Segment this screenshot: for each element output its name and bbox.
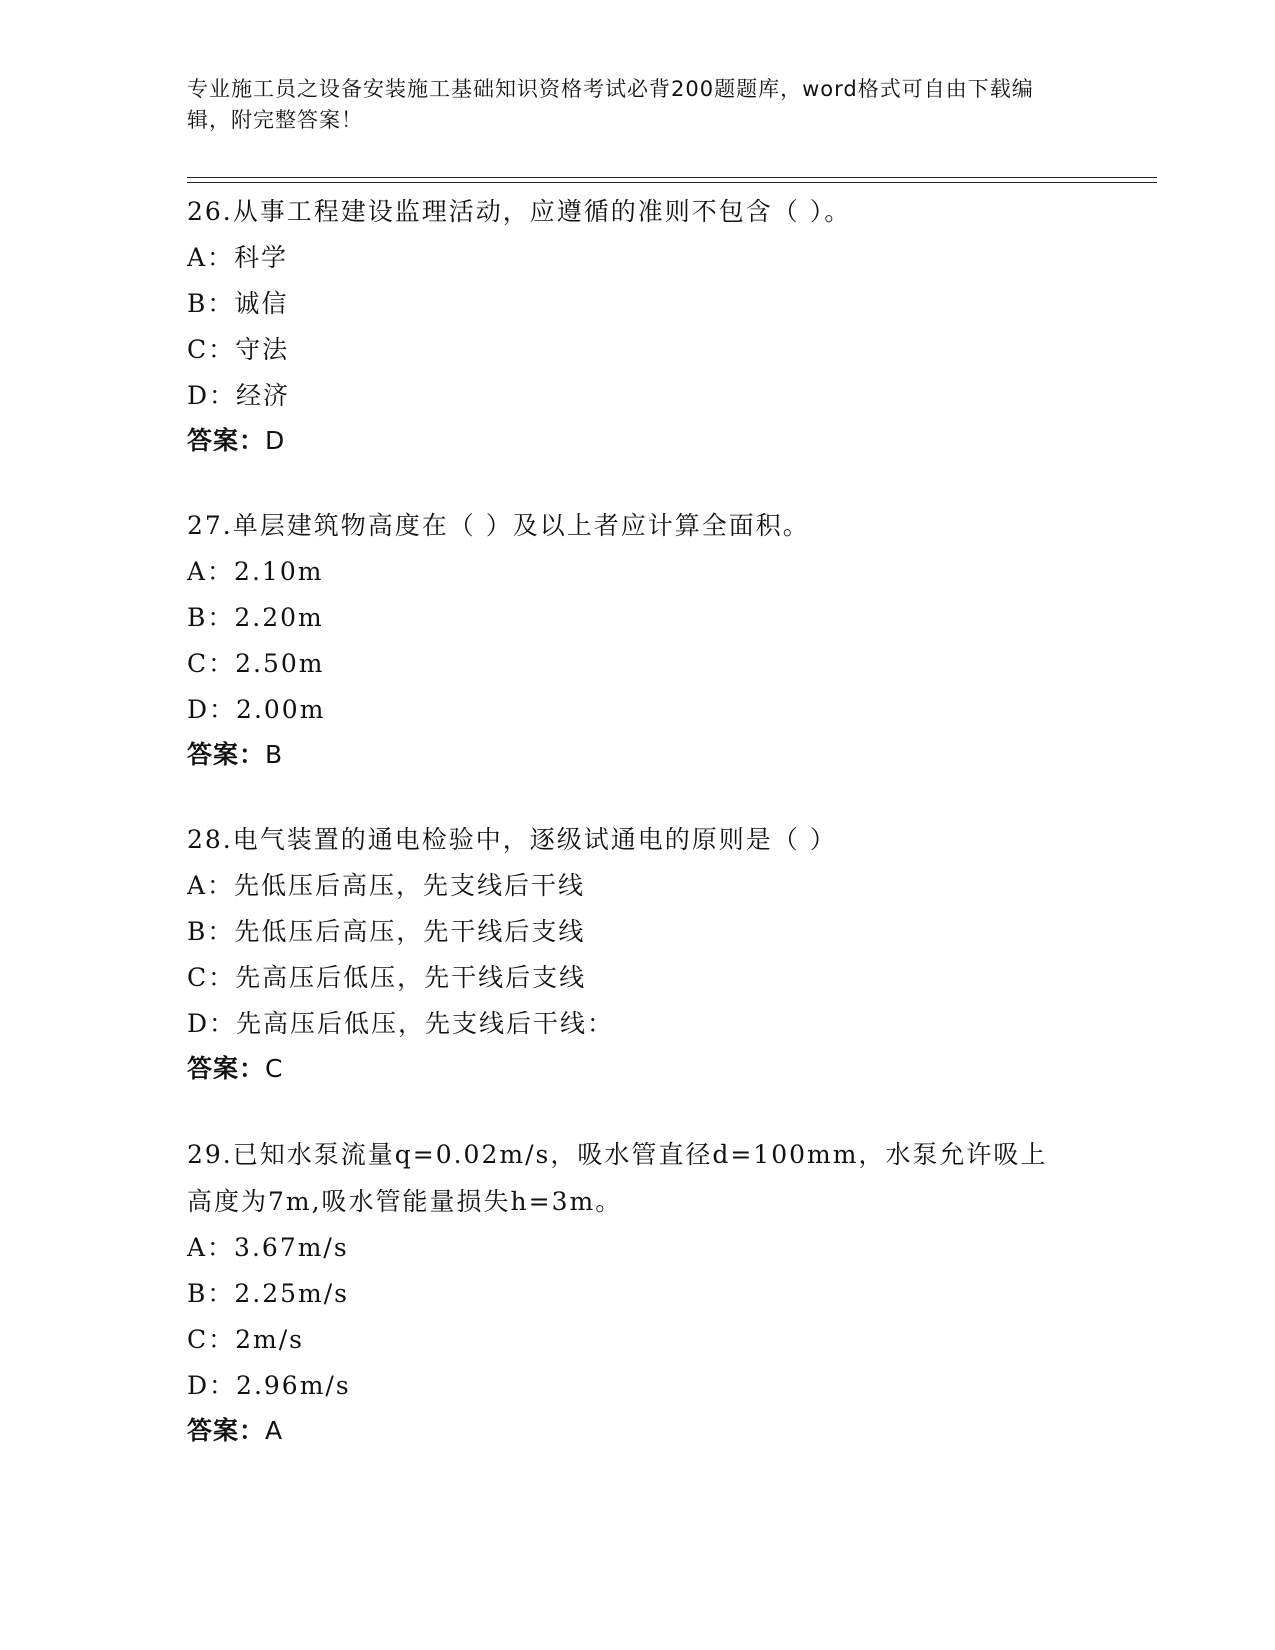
answer-line: [187, 733, 1067, 777]
document-header: 专业施工员之设备安装施工基础知识资格考试必背200题题库，word格式可自由下载编辑，附完整答案！: [187, 77, 1034, 132]
answer-label: 答案：: [187, 1054, 266, 1083]
answer-value: A: [265, 1416, 284, 1445]
question-stem: 26.从事工程建设监理活动，应遵循的准则不包含（ ）。: [187, 197, 852, 226]
option-d: D：2.00m: [187, 695, 326, 724]
answer-line: [187, 419, 1067, 463]
option-a: A：先低压后高压，先支线后干线: [187, 871, 586, 900]
question-stem: 29.已知水泵流量q=0.02m/s，吸水管直径d=100mm，水泵允许吸上高度为7m,吸水管能量损失h=3m。: [187, 1140, 1048, 1216]
answer-label: 答案：: [187, 740, 266, 769]
option-a: A：科学: [187, 243, 289, 272]
option-b: B：2.25m/s: [187, 1279, 349, 1308]
question-26: [187, 189, 1067, 463]
header-double-rule: [187, 177, 1157, 183]
option-c: C：守法: [187, 335, 290, 364]
answer-value: C: [265, 1054, 284, 1083]
option-c: C：先高压后低压，先干线后支线: [187, 963, 587, 992]
question-stem: 27.单层建筑物高度在（ ）及以上者应计算全面积。: [187, 511, 810, 540]
question-29: [187, 1131, 1067, 1453]
answer-line: [187, 1409, 1067, 1453]
option-a: A：2.10m: [187, 557, 324, 586]
answer-value: B: [265, 740, 284, 769]
option-a: A：3.67m/s: [187, 1233, 349, 1262]
option-b: B：先低压后高压，先干线后支线: [187, 917, 586, 946]
question-28: [187, 817, 1067, 1091]
question-list: [187, 189, 1067, 1493]
answer-line: [187, 1047, 1067, 1091]
option-d: D：2.96m/s: [187, 1371, 351, 1400]
option-b: B：诚信: [187, 289, 289, 318]
option-d: D：先高压后低压，先支线后干线：: [187, 1009, 615, 1038]
question-stem: 28.电气装置的通电检验中，逐级试通电的原则是（ ）: [187, 825, 837, 854]
answer-value: D: [265, 426, 286, 455]
option-b: B：2.20m: [187, 603, 324, 632]
answer-label: 答案：: [187, 1416, 266, 1445]
option-c: C：2.50m: [187, 649, 325, 678]
answer-label: 答案：: [187, 426, 266, 455]
question-27: [187, 503, 1067, 777]
option-c: C：2m/s: [187, 1325, 304, 1354]
option-d: D：经济: [187, 381, 291, 410]
